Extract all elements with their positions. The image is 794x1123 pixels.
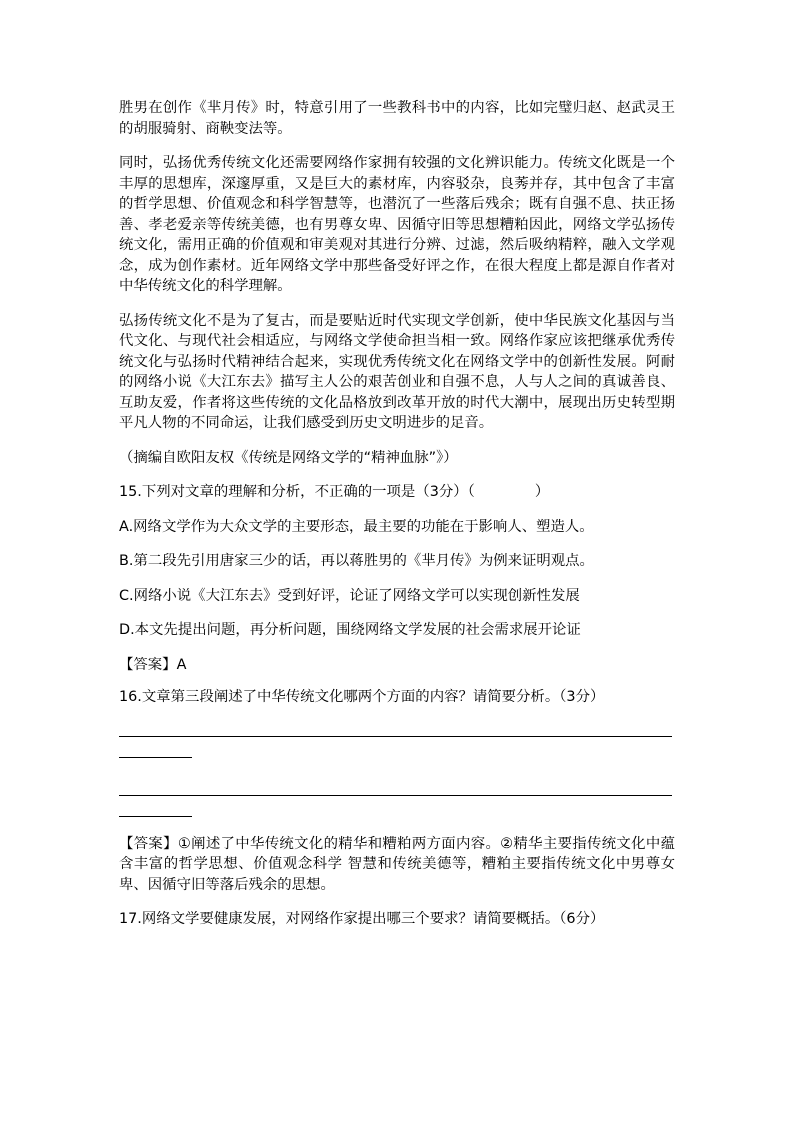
question-15-stem bbox=[119, 482, 675, 503]
paragraph-2: 同时，弘扬优秀传统文化还需要网络作家拥有较强的文化辨识能力。传统文化既是一个丰厚的思想库，深邃厚重，又是巨大的素材库，内容驳杂，良莠并存，其中包含了丰富的哲学思想、价值观念和科学智慧等，也潜沉了一些落后残余；既有自强不息、扶正扬善、孝老爱亲等传统美德，也有男尊女卑、因循守旧等思想糟粕因此，网络文学弘扬传统文化，需用正确的价值观和审美观对其进行分辨、过滤，然后吸纳精粹，融入文学观念，成为创作素材。近年网络文学中那些备受好评之作，在很大程度上都是源自作者对中华传统文化的科学理解。 bbox=[119, 155, 675, 294]
paragraph-1: 胜男在创作《芈月传》时，特意引用了一些教科书中的内容，比如完璧归赵、赵武灵王的胡服骑射、商鞅变法等。 bbox=[119, 100, 675, 137]
option-a: A.网络文学作为大众文学的主要形态，最主要的功能在于影响人、塑造人。 bbox=[119, 518, 594, 535]
option-c: C.网络小说《大江东去》受到好评，论证了网络文学可以实现创新性发展 bbox=[119, 587, 580, 604]
option-b: B.第二段先引用唐家三少的话，再以蒋胜男的《芈月传》为例来证明观点。 bbox=[119, 553, 594, 569]
answer-text: ①阐述了中华传统文化的精华和糟粕两方面内容。②精华主要指传统文化中蕴含丰富的哲学思想、价值观念科学 智慧和传统美德等，糟粕主要指传统文化中男尊女卑、因循守旧等落后残余的思想。 bbox=[119, 835, 675, 893]
paragraph-3: 弘扬传统文化不是为了复古，而是要贴近时代实现文学创新，使中华民族文化基因与当代文化、与现代社会相适应，与网络文学使命担当相一致。网络作家应该把继承优秀传统文化与弘扬时代精神结合起来，实现优秀传统文化在网络文学中的创新性发展。阿耐的网络小说《大江东去》描写主人公的艰苦创业和自强不息，人与人之间的真诚善良、互助友爱，作者将这些传统的文化品格放到改革开放的时代大潮中，展现出历史转型期平凡人物的不同命运，让我们感受到历史文明进步的足音。 bbox=[119, 312, 675, 431]
option-d: D.本文先提出问题，再分析问题，围绕网络文学发展的社会需求展开论证 bbox=[119, 622, 581, 638]
question-16-answer bbox=[119, 834, 675, 896]
question-16-stem: 16.文章第三段阐述了中华传统文化哪两个方面的内容？请简要分析。（3分） bbox=[119, 689, 605, 705]
question-15-answer bbox=[119, 655, 675, 676]
question-15-stem-text: 15.下列对文章的理解和分析，不正确的一项是（3分）（ bbox=[119, 484, 475, 500]
answer-label: 【答案】 bbox=[119, 835, 178, 852]
question-15-stem-end: ） bbox=[534, 484, 550, 500]
answer-value: A bbox=[176, 656, 187, 673]
question-17-stem: 17.网络文学要健康发展，对网络作家提出哪三个要求？请简要概括。（6分） bbox=[119, 911, 605, 927]
answer-writing-line[interactable] bbox=[119, 816, 192, 817]
document-page bbox=[119, 98, 675, 930]
source-citation: （摘编自欧阳友权《传统是网络文学的“精神血脉”》） bbox=[119, 449, 458, 466]
answer-label: 【答案】 bbox=[119, 656, 177, 673]
